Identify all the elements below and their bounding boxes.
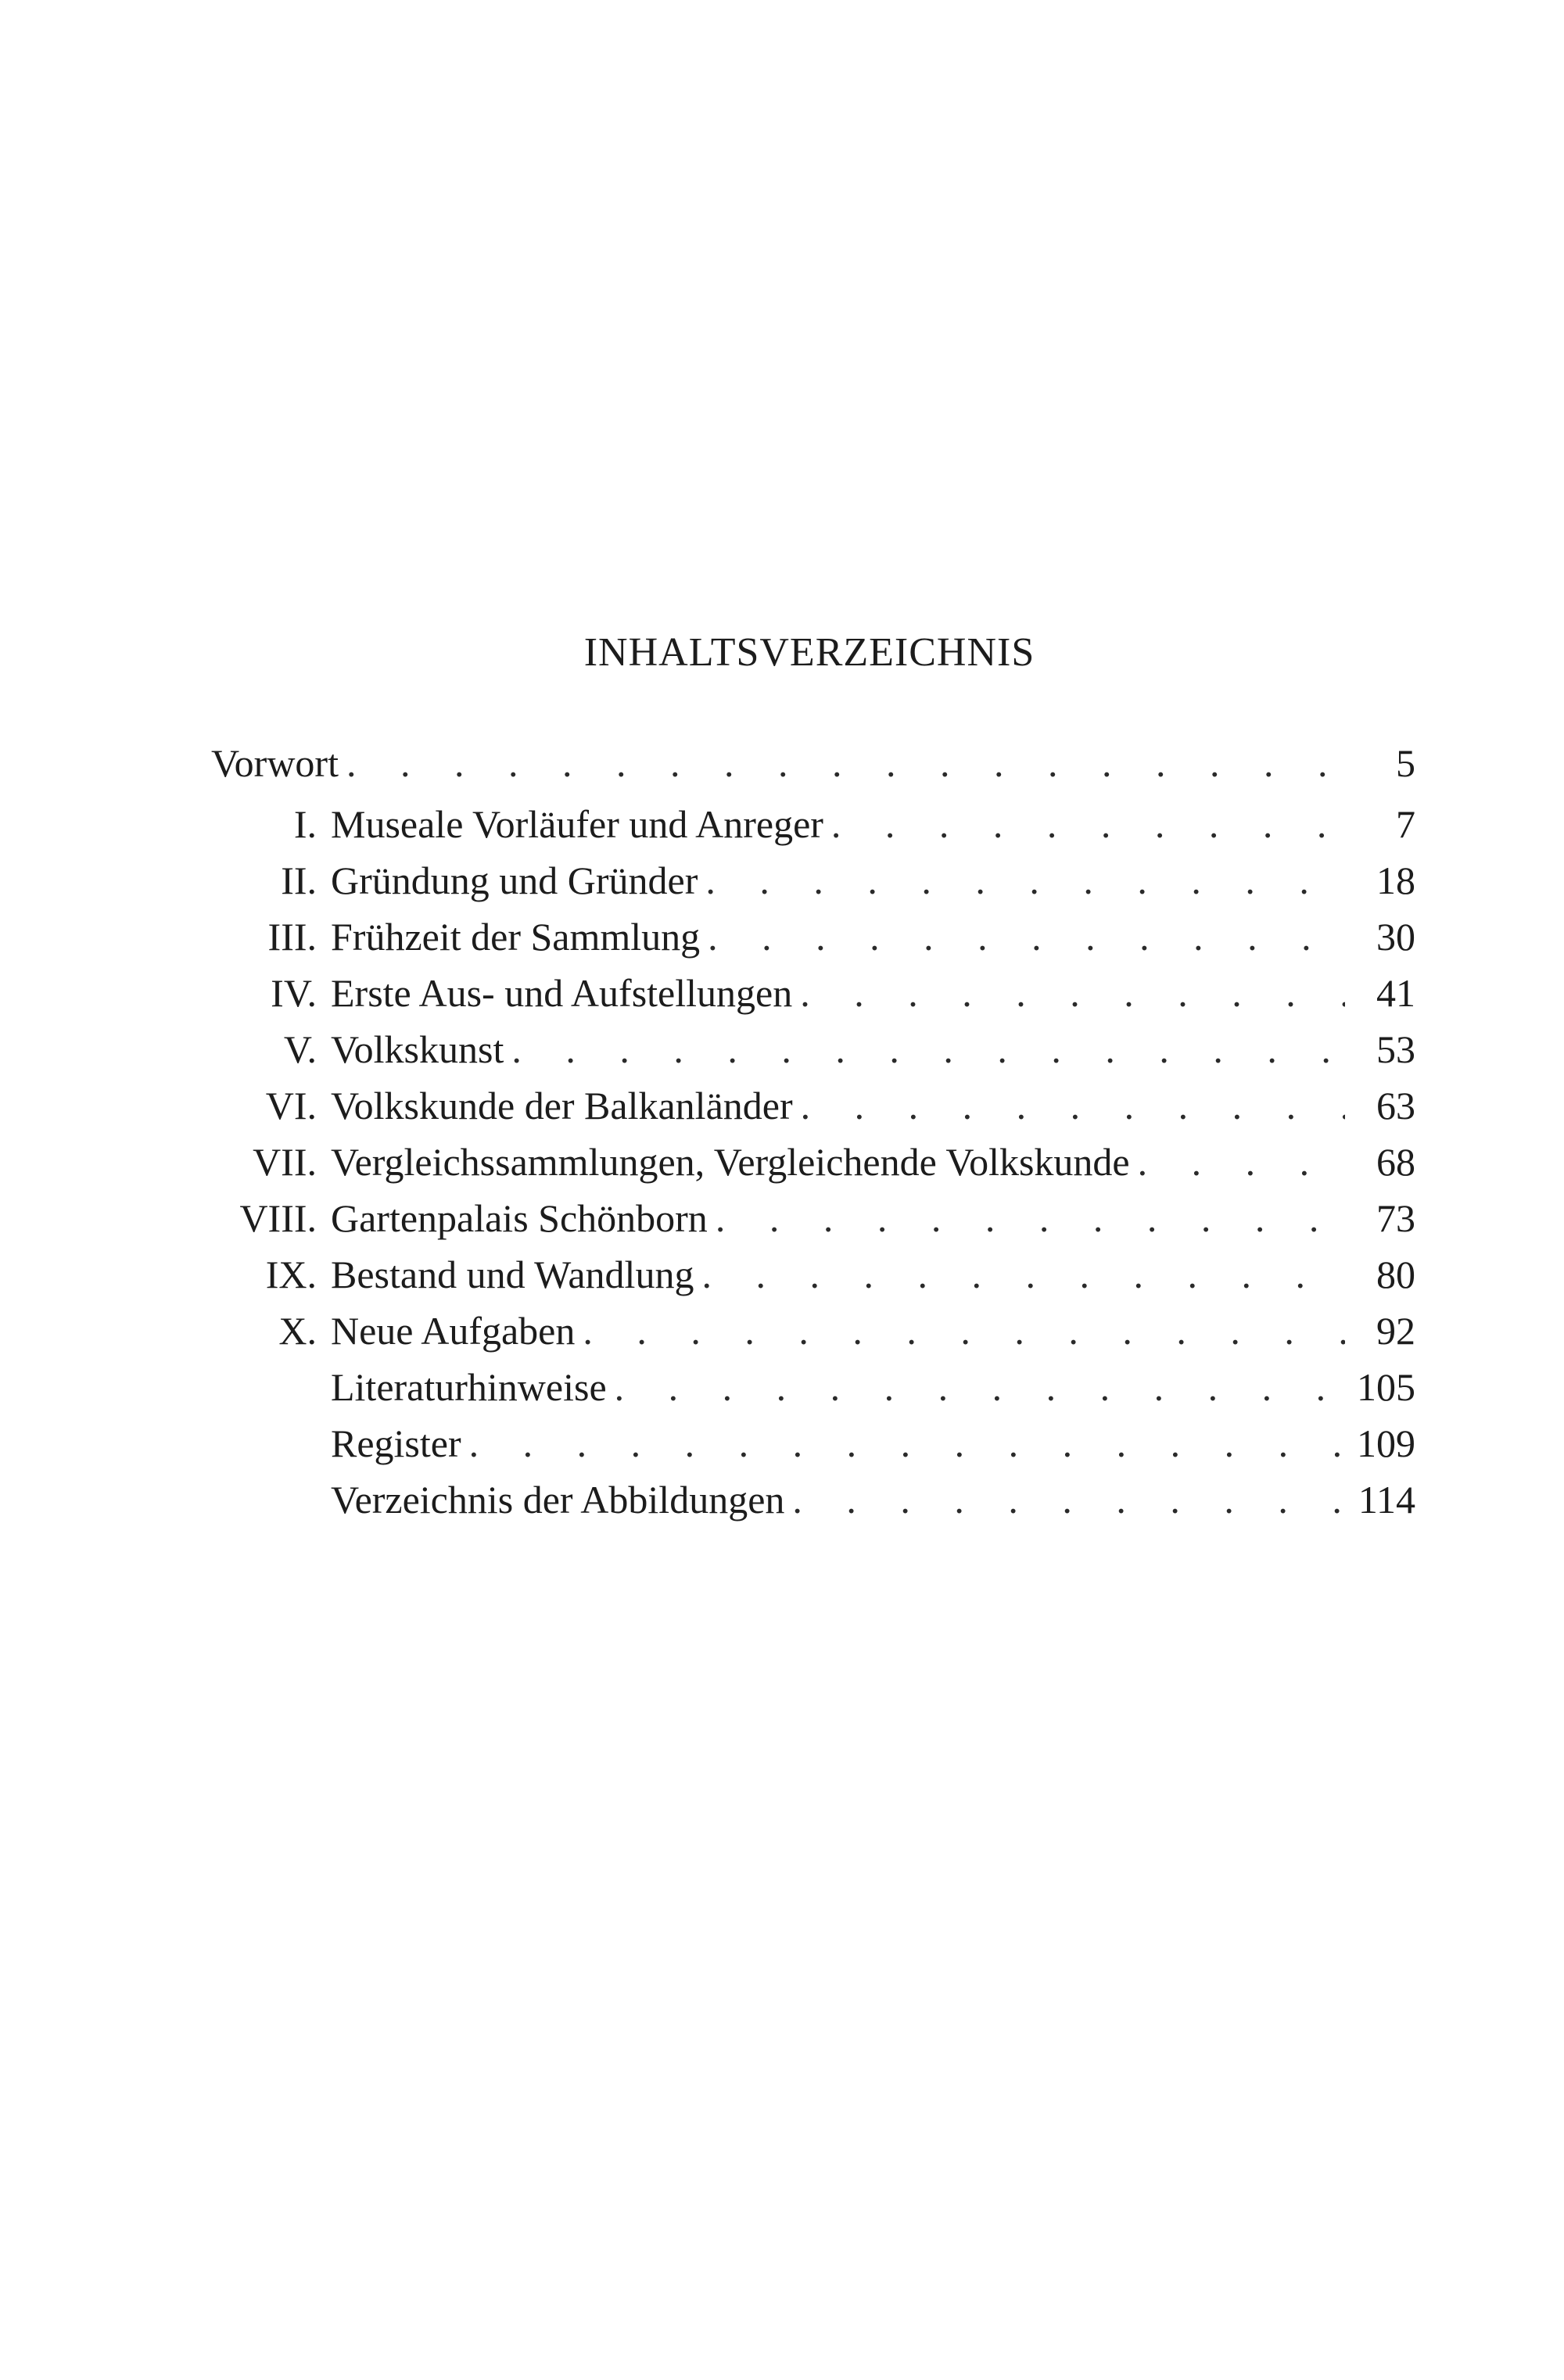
dot-leader [792,965,1345,1021]
toc-entry-page: 73 [1376,1196,1415,1240]
toc-entry-label: Vorwort [211,741,339,785]
toc-entry-page: 68 [1376,1140,1415,1184]
toc-entry-page: 105 [1357,1365,1415,1409]
toc-entry-label: Literaturhinweise [331,1365,607,1409]
toc-entry [211,796,1415,852]
toc-entry-label: Gartenpalais Schönborn [331,1196,708,1240]
dot-leader [700,909,1345,965]
toc-entry-page: 30 [1376,915,1415,959]
toc-entry-page: 63 [1376,1084,1415,1127]
chapter-number: IX. [265,1253,317,1296]
toc-entry [211,1134,1415,1190]
toc-entry [211,1303,1415,1359]
toc-title: INHALTSVERZEICHNIS [583,630,1035,675]
dot-leader [784,1471,1345,1528]
toc-entry-page: 109 [1357,1421,1415,1465]
toc-entry [211,1190,1415,1246]
dot-leader [1130,1134,1345,1190]
toc-entry [211,1246,1415,1303]
toc-entry [211,909,1415,965]
dot-leader [708,1190,1345,1246]
chapter-number: I. [293,802,317,846]
toc-entry-page: 53 [1376,1027,1415,1071]
toc-entry-label: Frühzeit der Sammlung [331,915,701,959]
dot-leader [504,1021,1345,1077]
chapter-number: V. [283,1027,317,1071]
chapter-number: VII. [253,1140,317,1184]
chapter-number: IV. [271,971,317,1015]
toc-entry [211,1415,1415,1471]
toc-entry [211,1021,1415,1077]
toc-entry-label: Bestand und Wandlung [331,1253,694,1296]
toc-entry-label: Volkskunde der Balkanländer [331,1084,793,1127]
dot-leader [575,1303,1345,1359]
toc-entry-label: Erste Aus- und Aufstellungen [331,971,793,1015]
toc-entry-vorwort [211,735,1415,796]
chapter-number: II. [281,858,317,902]
dot-leader [793,1077,1345,1134]
toc-entry-page: 18 [1376,858,1415,902]
toc-entry [211,1471,1415,1528]
toc-entry-label: Vergleichssammlungen, Vergleichende Volkskunde [331,1140,1130,1184]
dot-leader [823,796,1345,852]
toc-entry-label: Gründung und Gründer [331,858,698,902]
toc-entry-label: Museale Vorläufer und Anreger [331,802,823,846]
dot-leader [461,1415,1345,1471]
dot-leader [339,735,1345,791]
toc-entry-page: 7 [1396,802,1415,846]
toc-entry-page: 41 [1376,971,1415,1015]
toc-entry-page: 80 [1376,1253,1415,1296]
toc-entry [211,965,1415,1021]
toc-entry [211,1077,1415,1134]
toc-entry-label: Verzeichnis der Abbildungen [331,1478,785,1522]
dot-leader [694,1246,1345,1303]
dot-leader [698,852,1345,909]
toc-entry [211,1359,1415,1415]
chapter-number: X. [278,1309,317,1353]
dot-leader [607,1359,1345,1415]
toc-entry-label: Register [331,1421,461,1465]
toc-entry-page: 5 [1396,741,1415,785]
toc-entry-page: 114 [1358,1478,1415,1522]
chapter-number: VI. [265,1084,317,1127]
toc-entry [211,852,1415,909]
toc-entry-label: Volkskunst [331,1027,504,1071]
toc-list [211,735,1415,1528]
chapter-number: VIII. [239,1196,317,1240]
toc-entry-page: 92 [1376,1309,1415,1353]
toc-entry-label: Neue Aufgaben [331,1309,576,1353]
chapter-number: III. [267,915,317,959]
